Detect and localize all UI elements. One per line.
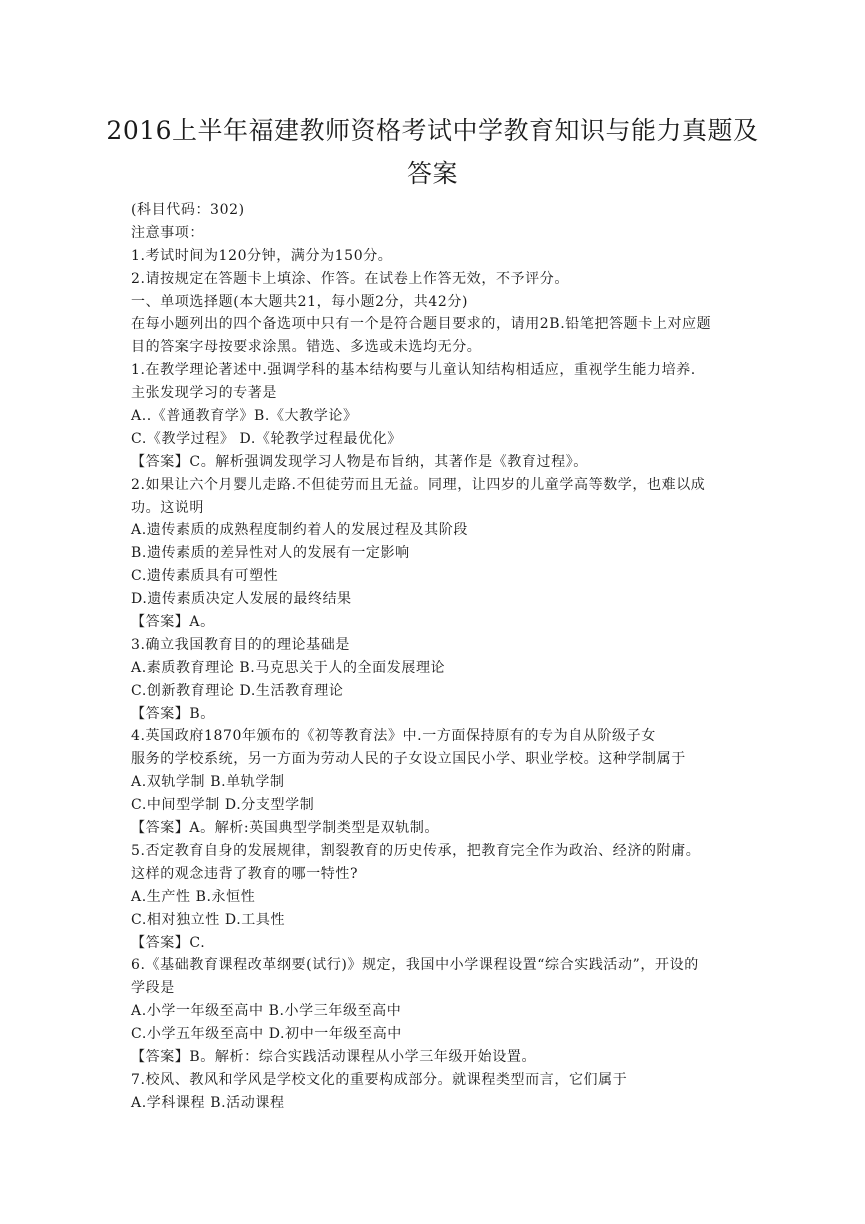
subject-code: (科目代码：302) [131,202,245,218]
question-text: 这样的观念违背了教育的哪一特性? [131,865,359,882]
question-option: A.生产性 B.永恒性 [131,888,256,905]
question-option: C.遗传素质具有可塑性 [131,568,279,585]
section-heading: 一、单项选择题(本大题共21，每小题2分，共42分) [131,293,469,310]
document-body [131,199,741,1115]
answer-text: 【答案】B。解析：综合实践活动课程从小学三年级开始设置。 [131,1048,537,1065]
question-text: 2.如果让六个月婴儿走路.不但徒劳而且无益。同理，让四岁的儿童学高等数学，也难以成 [131,476,706,493]
question-text: 5.否定教育自身的发展规律，割裂教育的历史传承，把教育完全作为政治、经济的附庸。 [131,842,701,859]
question-option: C.相对独立性 D.工具性 [131,911,286,928]
question-option: A.双轨学制 B.单轨学制 [131,774,285,791]
question-text: 3.确立我国教育目的的理论基础是 [131,636,350,653]
question-option: A.学科课程 B.活动课程 [131,1094,285,1111]
question-text: 1.在教学理论著述中.强调学科的基本结构要与儿童认知结构相适应，重视学生能力培养. [131,362,696,379]
question-text: 功。这说明 [131,499,204,516]
notice-item: 2.请按规定在答题卡上填涂、作答。在试卷上作答无效，不予评分。 [131,270,569,287]
answer-text: 【答案】A。 [131,614,215,631]
document-title-line-1: 2016上半年福建教师资格考试中学教育知识与能力真题及 [106,116,759,145]
question-text: 4.英国政府1870年颁布的《初等教育法》中.一方面保持原有的专为自从阶级子女 [131,728,656,745]
answer-text: 【答案】B。 [131,705,215,722]
question-text: 6.《基础教育课程改革纲要(试行)》规定，我国中小学课程设置“综合实践活动”，开设的 [131,957,699,974]
section-instructions: 目的答案字母按要求涂黑。错选、多选或未选均无分。 [131,339,482,356]
question-option: C.《教学过程》 D.《轮教学过程最优化》 [131,430,402,447]
question-option: C.小学五年级至高中 D.初中一年级至高中 [131,1026,402,1043]
notice-item: 1.考试时间为120分钟，满分为150分。 [131,247,393,264]
question-text: 主张发现学习的专著是 [131,385,277,402]
answer-text: 【答案】C。解析强调发现学习人物是布旨纳，其著作是《教育过程》。 [131,453,588,470]
question-option: C.创新教育理论 D.生活教育理论 [131,682,344,699]
notice-heading: 注意事项： [131,224,204,241]
question-option: A.遗传素质的成熟程度制约着人的发展过程及其阶段 [131,522,468,539]
question-text: 学段是 [131,980,175,997]
question-option: B.遗传素质的差异性对人的发展有一定影响 [131,545,410,562]
section-instructions: 在每小题列出的四个备选项中只有一个是符合题目要求的，请用2B.铅笔把答题卡上对应题 [131,316,712,333]
question-option: A.小学一年级至高中 B.小学三年级至高中 [131,1003,402,1020]
question-option: C.中间型学制 D.分支型学制 [131,797,315,814]
answer-text: 【答案】A。解析:英国典型学制类型是双轨制。 [131,820,440,837]
document-title-line-2: 答案 [406,159,458,188]
answer-text: 【答案】C. [131,934,206,951]
question-text: 服务的学校系统，另一方面为劳动人民的子女设立国民小学、职业学校。这种学制属于 [131,751,686,768]
question-option: A..《普通教育学》B.《大教学论》 [131,408,358,425]
question-option: D.遗传素质决定人发展的最终结果 [131,591,352,608]
question-text: 7.校风、教风和学风是学校文化的重要构成部分。就课程类型而言，它们属于 [131,1071,628,1088]
question-option: A.素质教育理论 B.马克思关于人的全面发展理论 [131,659,446,676]
